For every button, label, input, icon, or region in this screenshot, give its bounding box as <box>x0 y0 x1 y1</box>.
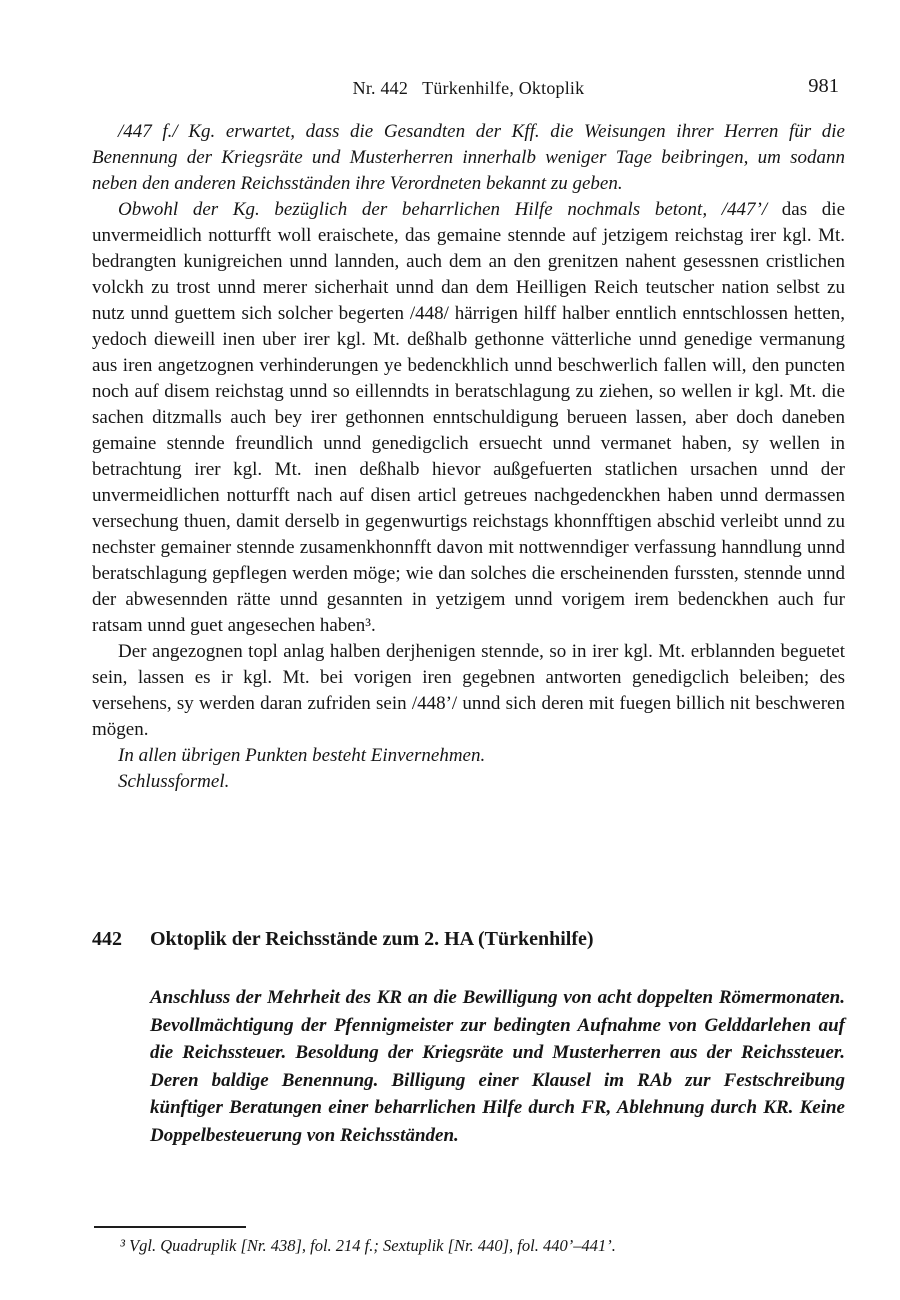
paragraph-einvernehmen: In allen übrigen Punkten besteht Einvernehmen. <box>118 745 486 766</box>
section-number: 442 <box>92 928 122 950</box>
footnote-area <box>92 1226 845 1257</box>
running-title: Nr. 442 Türkenhilfe, Oktoplik <box>352 78 585 98</box>
paragraph-anlag: Der angezognen topl anlag halben derjhenigen stennde, so in irer kgl. Mt. erblannden beguetet sein, lassen es ir kgl. Mt. bei vorigen iren gegebnen antworten genedigclich beleiben; des versehens, sy werden daran zufriden sein /448’/ unnd sich deren mit fuegen billich nit beschweren mögen. <box>92 641 845 740</box>
paragraph-schlussformel: Schlussformel. <box>118 771 230 792</box>
footnote: ³ Vgl. Quadruplik [Nr. 438], fol. 214 f.; Sextuplik [Nr. 440], fol. 440’–441’. <box>120 1236 616 1255</box>
paragraph-main-rest: das die unvermeidlich notturfft woll eraischete, das gemaine stennde auf jetzigem reichstag irer kgl. Mt. bedrangten kunigreichen unnd lannden, auch dem an den grenitzen nahent gesessnen cristlichen volckh zu trost unnd merer sicherhait unnd dan dem Heilligen Reich teutscher nation selbst zu nutz unnd guettem sich solcher begerten /448/ härrigen hilff halber enntlich enntschlossen hetten, yedoch dieweill inen uber irer kgl. Mt. deßhalb gethonne vätterliche unnd genedige vermanung aus iren angetzognen verhinderungen ye bedenckhlich unnd beschwerlich fallen will, den puncten noch auf disem reichstag unnd so eillenndts in beratschlagung zu ziehen, so wellen ir kgl. Mt. die sachen ditzmalls auch bey irer gethonnen enntschuldigung berueen lassen, aber doch daneben gemaine stennde freundlich unnd genedigclich ersuecht unnd vermanet haben, sy wellen in betrachtung irer kgl. Mt. inen deßhalb hievor außgefuerten statlichen ursachen unnd der unvermeidlichen notturfft nach auf disen articl getreues nachgedenckhen haben unnd dermassen versechung thuen, damit derselb in gegenwurtigs reichstags khonnfftigen abschid verleibt unnd zu nechster gemainer stennde zusamenkhonnfft davon mit nottwenndiger verfassung hanndlung unnd beratschlagung gepflegen werden möge; wie dan solches die erscheinenden furssten, stennde unnd der abwesennden rätte unnd gesannten in yetzigem unnd vorigem irem bedenckhen auch fur ratsam unnd guet angesechen haben³. <box>92 199 846 636</box>
section-regest: Anschluss der Mehrheit des KR an die Bewilligung von acht doppelten Römermonaten. Bevollmächtigung der Pfennigmeister zur bedingten Aufnahme von Gelddarlehen auf die Reichssteuer. Besoldung der Kriegsräte und Musterherren aus der Reichssteuer. Deren baldige Benennung. Billigung einer Klausel im RAb zur Festschreibung künftiger Beratungen einer beharrlichen Hilfe durch FR, Ablehnung durch KR. Keine Doppelbesteuerung von Reichsständen. <box>150 987 845 1146</box>
page-header <box>92 75 845 99</box>
paragraph-main <box>92 197 845 639</box>
section-heading <box>92 928 845 951</box>
paragraph-main-lead: Obwohl der Kg. bezüglich der beharrlichen Hilfe nochmals betont, /447’/ <box>118 199 768 220</box>
section-title: Oktoplik der Reichsstände zum 2. HA (Türkenhilfe) <box>150 928 594 950</box>
paragraph-summary: /447 f./ Kg. erwartet, dass die Gesandten der Kff. die Weisungen ihrer Herren für die Benennung der Kriegsräte und Musterherren innerhalb weniger Tage beibringen, um sodann neben den anderen Reichsständen ihre Verordneten bekannt zu geben. <box>92 121 845 194</box>
main-text <box>92 119 845 795</box>
footnote-rule <box>94 1226 246 1228</box>
page-number: 981 <box>808 75 839 97</box>
